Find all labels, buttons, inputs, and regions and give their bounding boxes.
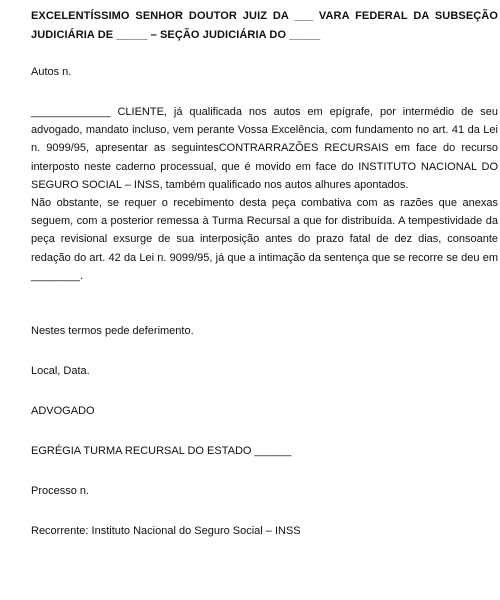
- advogado-signature: ADVOGADO: [31, 405, 95, 418]
- local-date-line: Local, Data.: [31, 365, 90, 378]
- turma-recursal-heading: EGRÉGIA TURMA RECURSAL DO ESTADO ______: [31, 445, 292, 458]
- closing-line: Nestes termos pede deferimento.: [31, 325, 194, 338]
- body-paragraph-2: Não obstante, se requer o recebimento desta peça combativa com as razões que anexas seguem, com a posterior remessa à Turma Recursal a que for distribuída. A tempestividade da peça revisional exsurge de sua interposição antes do prazo fatal de dez dias, consoante redação do art. 42 da Lei n. 9099/95, já que a intimação da sentença que se recorre se deu em ________.: [31, 197, 498, 282]
- autos-label: Autos n.: [31, 66, 72, 78]
- processo-line: Processo n.: [31, 485, 90, 498]
- recorrente-line: Recorrente: Instituto Nacional do Seguro Social – INSS: [31, 525, 301, 538]
- header-line-1: EXCELENTÍSSIMO SENHOR DOUTOR JUIZ DA ___ VARA FEDERAL DA SUBSEÇÃO: [31, 10, 498, 22]
- body-paragraph-1: _____________ CLIENTE, já qualificada nos autos em epígrafe, por intermédio de seu advogado, mandato incluso, vem perante Vossa Excelência, com fundamento no art. 41 da Lei n. 9099/95, apresentar as seguintesCONTRARRAZÕES RECURSAIS em face do recurso interposto neste caderno processual, que é movido em face do INSTITUTO NACIONAL DO SEGURO SOCIAL – INSS, também qualificado nos autos alhures apontados.: [31, 106, 498, 191]
- document-header: [31, 7, 498, 45]
- header-line-2: JUDICIÁRIA DE _____ – SEÇÃO JUDICIÁRIA DO _____: [31, 29, 321, 41]
- document-page: [31, 0, 498, 540]
